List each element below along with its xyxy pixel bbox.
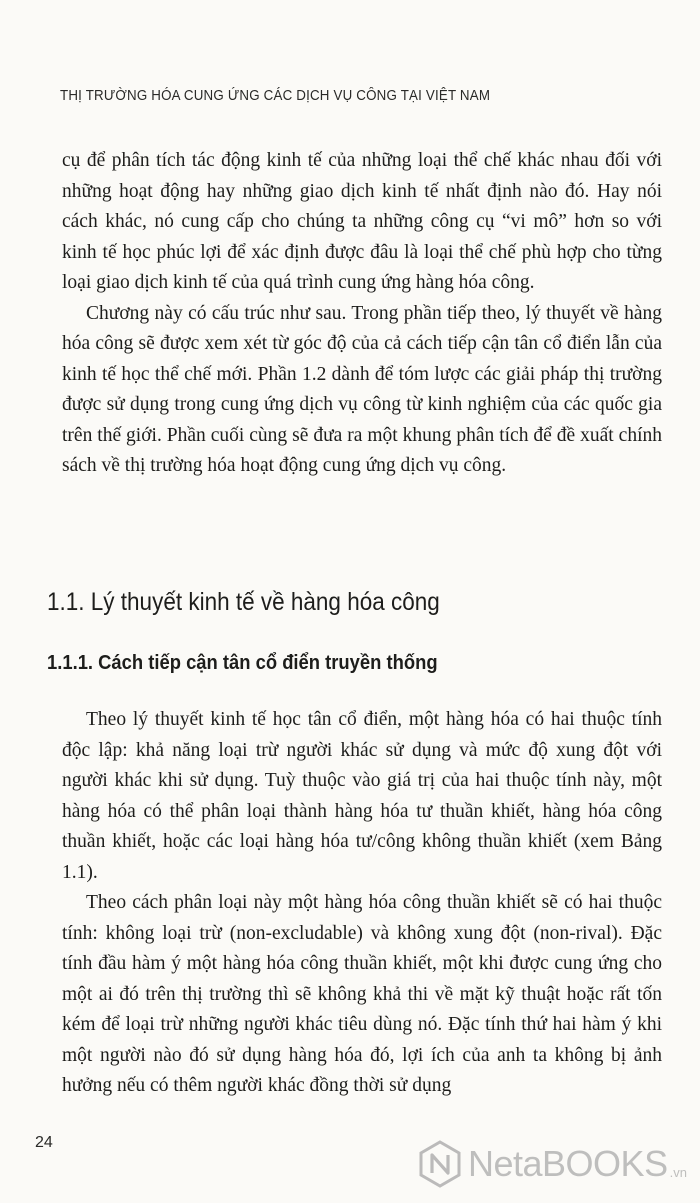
neta-logo-icon [418, 1140, 462, 1188]
page-number: 24 [35, 1134, 53, 1151]
watermark [418, 1140, 687, 1188]
section-heading: 1.1. Lý thuyết kinh tế về hàng hóa công [47, 588, 440, 616]
running-head: THỊ TRƯỜNG HÓA CUNG ỨNG CÁC DỊCH VỤ CÔNG TẠI VIỆT NAM [60, 88, 491, 104]
body-text-bottom [62, 705, 662, 1102]
paragraph: Theo cách phân loại này một hàng hóa công thuần khiết sẽ có hai thuộc tính: không loại trừ (non-excludable) và không xung đột (non-rival). Đặc tính đầu hàm ý một hàng hóa công thuần khiết, một khi được cung ứng cho một ai đó trên thị trường thì sẽ không khả thi về mặt kỹ thuật hoặc rất tốn kém để loại trừ những người khác tiêu dùng nó. Đặc tính thứ hai hàm ý khi một người nào đó sử dụng hàng hóa đó, lợi ích của anh ta không bị ảnh hưởng nếu có thêm người khác đồng thời sử dụng [62, 892, 662, 1096]
paragraph: Chương này có cấu trúc như sau. Trong phần tiếp theo, lý thuyết về hàng hóa công sẽ được xem xét từ góc độ của cả cách tiếp cận tân cổ điển lẫn của kinh tế học thể chế mới. Phần 1.2 dành để tóm lược các giải pháp thị trường được sử dụng trong cung ứng dịch vụ công từ kinh nghiệm của các quốc gia trên thế giới. Phần cuối cùng sẽ đưa ra một khung phân tích để đề xuất chính sách về thị trường hóa hoạt động cung ứng dịch vụ công. [62, 302, 662, 476]
watermark-brand: NetaBOOKS [468, 1143, 668, 1184]
paragraph: cụ để phân tích tác động kinh tế của những loại thể chế khác nhau đối với những hoạt động hay những giao dịch kinh tế nhất định nào đó. Hay nói cách khác, nó cung cấp cho chúng ta những công cụ “vi mô” hơn so với kinh tế học phúc lợi để xác định được đâu là loại thể chế phù hợp cho từng loại giao dịch kinh tế của quá trình cung ứng hàng hóa công. [62, 150, 662, 293]
watermark-suffix: .vn [669, 1165, 687, 1180]
body-text-top [62, 146, 662, 482]
subsection-heading: 1.1.1. Cách tiếp cận tân cổ điển truyền thống [47, 652, 438, 674]
paragraph: Theo lý thuyết kinh tế học tân cổ điển, một hàng hóa có hai thuộc tính độc lập: khả năng loại trừ người khác sử dụng và mức độ xung đột với người khác khi sử dụng. Tuỳ thuộc vào giá trị của hai thuộc tính này, một hàng hóa có thể phân loại thành hàng hóa tư thuần khiết, hàng hóa công thuần khiết, hoặc các loại hàng hóa tư/công không thuần khiết (xem Bảng 1.1). [62, 709, 662, 883]
